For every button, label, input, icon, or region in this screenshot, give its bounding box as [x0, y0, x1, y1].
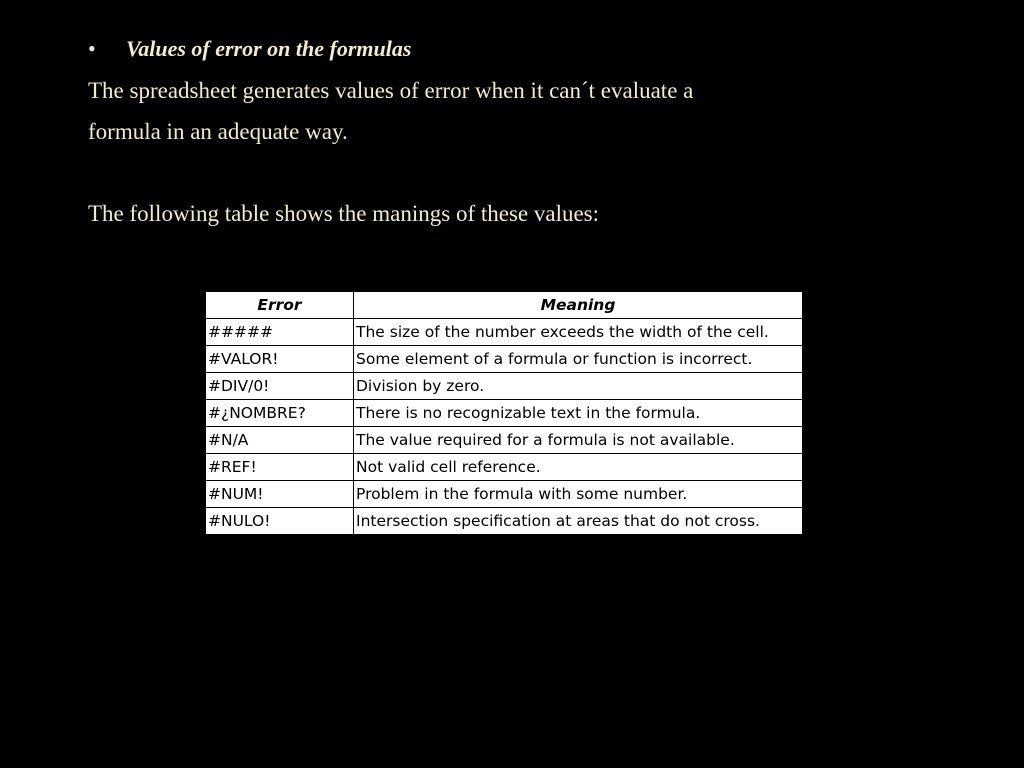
slide-heading: Values of error on the formulas [126, 36, 412, 61]
meaning-cell: Problem in the formula with some number. [354, 481, 803, 508]
paragraph-line-2: formula in an adequate way. [88, 119, 348, 144]
error-cell: ##### [206, 319, 354, 346]
table-row [206, 400, 803, 427]
paragraph-line-3: The following table shows the manings of these values: [88, 201, 600, 226]
header-error: Error [206, 292, 354, 319]
paragraph-line-1: The spreadsheet generates values of error when it can´t evaluate a [88, 78, 694, 103]
error-cell: #¿NOMBRE? [206, 400, 354, 427]
header-meaning: Meaning [354, 292, 803, 319]
meaning-cell: Division by zero. [354, 373, 803, 400]
table-header-row [206, 292, 803, 319]
meaning-cell: Not valid cell reference. [354, 454, 803, 481]
meaning-cell: The value required for a formula is not available. [354, 427, 803, 454]
table-row [206, 508, 803, 535]
meaning-cell: The size of the number exceeds the width of the cell. [354, 319, 803, 346]
error-cell: #NULO! [206, 508, 354, 535]
meaning-cell: Intersection specification at areas that do not cross. [354, 508, 803, 535]
table-row [206, 346, 803, 373]
bullet-icon: • [88, 36, 96, 61]
meaning-cell: Some element of a formula or function is incorrect. [354, 346, 803, 373]
error-cell: #REF! [206, 454, 354, 481]
meaning-cell: There is no recognizable text in the formula. [354, 400, 803, 427]
error-cell: #NUM! [206, 481, 354, 508]
error-values-table [205, 291, 803, 535]
error-cell: #DIV/0! [206, 373, 354, 400]
bullet-heading-line [88, 35, 411, 63]
error-cell: #N/A [206, 427, 354, 454]
table-row [206, 427, 803, 454]
table-row [206, 373, 803, 400]
table-row [206, 454, 803, 481]
error-cell: #VALOR! [206, 346, 354, 373]
table-row [206, 481, 803, 508]
table-row [206, 319, 803, 346]
